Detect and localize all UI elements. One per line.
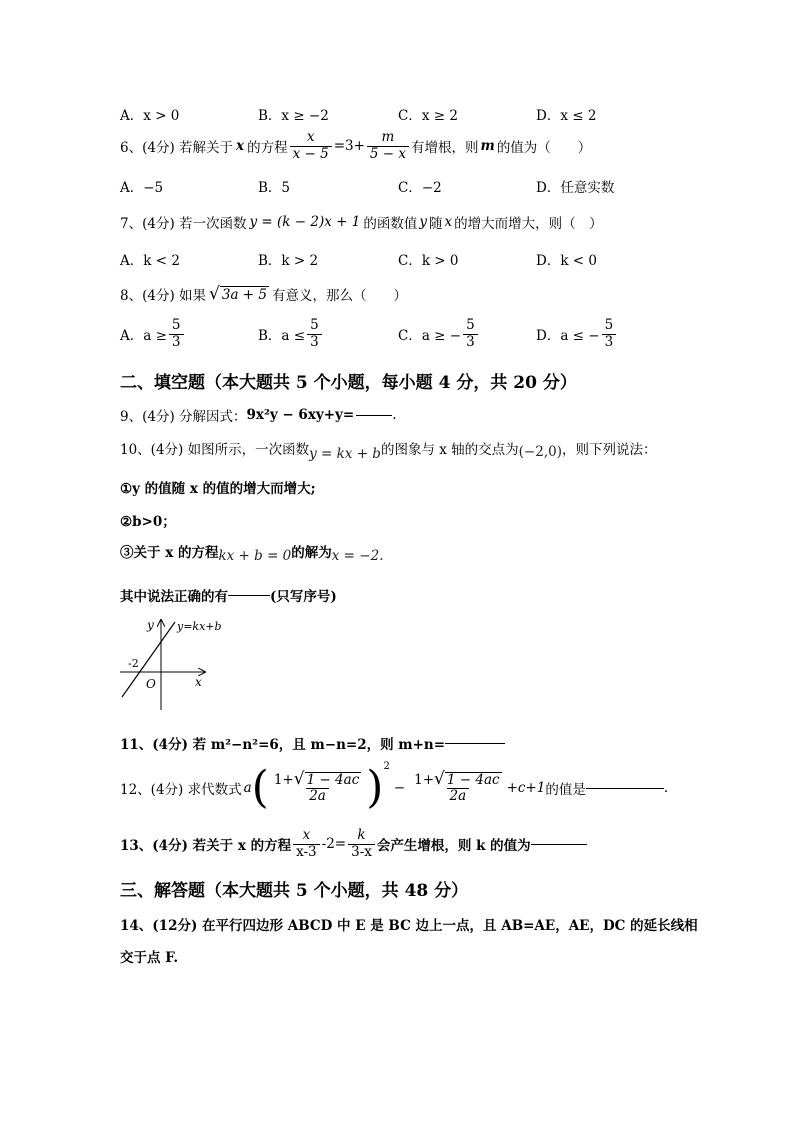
q13-f1-den: x-3 (293, 844, 320, 861)
q10-prefix: 10、(4分) 如图所示，一次函数 (120, 442, 310, 458)
question-9 (120, 405, 396, 425)
q8-option-d (536, 318, 618, 350)
q6-option-a: A．−5 (120, 180, 164, 196)
q7-option-b: B．k > 2 (258, 253, 319, 269)
q6-text-eq: 的方程 (247, 140, 288, 157)
q6-f1-den: x − 5 (290, 146, 332, 163)
q10-statement-1: ①y 的值随 x 的值的增大而增大; (120, 481, 316, 497)
question-13 (120, 828, 587, 860)
q5-option-d: D．x ≤ 2 (536, 108, 597, 124)
q8-option-b-label: B．a ≤ (258, 328, 306, 345)
q10-graph (115, 612, 222, 712)
q8-option-d-label: D．a ≤ − (536, 328, 600, 345)
q13-mid: -2= (321, 836, 347, 853)
q12-answer-blank[interactable] (586, 788, 664, 789)
q8-prefix: 8、(4分) 如果 (120, 288, 207, 304)
q12-den-2: 2a (447, 788, 470, 805)
q10-ask-suffix: (只写序号) (270, 589, 337, 605)
q6-fraction-1 (290, 130, 332, 162)
section-2-heading: 二、填空题（本大题共 5 个小题，每小题 4 分，共 20 分） (120, 373, 577, 393)
q8-option-b (258, 318, 324, 350)
q12-suffix: 的值是 (545, 782, 586, 798)
q9-expr: 9x²y − 6xy+y= (246, 407, 355, 423)
q8-radical (209, 283, 269, 304)
q10-formula: y = kx + b (309, 446, 381, 462)
q7-formula: y = (k − 2)x + 1 (249, 214, 361, 230)
q6-var-x: x (236, 138, 245, 155)
q10-s3-mid: 的解为 (291, 545, 332, 561)
q10-statement-3 (120, 541, 384, 564)
q13-f2-num: k (357, 827, 366, 843)
q7-option-c: C．k > 0 (398, 253, 459, 269)
q10-s3-eq: kx + b = 0 (218, 548, 292, 564)
q8-c-den: 3 (463, 334, 478, 351)
q10-question (120, 585, 337, 605)
q12-radicand-2: 1 − 4ac (446, 771, 500, 788)
q13-fraction-1 (293, 828, 320, 860)
sqrt-icon: √ (293, 769, 305, 790)
q6-suffix-2: 的值为（ ） (496, 140, 592, 157)
q10-mid: 的图象与 x 轴的交点为 (380, 442, 519, 458)
q6-f2-num: m (381, 129, 395, 145)
q5-option-a: A．x > 0 (120, 108, 180, 124)
question-6 (120, 130, 591, 162)
q10-point: (−2,0) (518, 444, 562, 460)
q8-d-num: 5 (604, 317, 614, 333)
q10-suffix: ，则下列说法： (561, 442, 657, 458)
q10-statement-2: ②b>0； (120, 514, 176, 530)
question-12 (120, 760, 669, 813)
q12-tail: +c+1 (506, 780, 546, 796)
q6-mid: =3+ (333, 138, 365, 155)
q9-end: . (392, 407, 397, 423)
q6-suffix-1: 有增根，则 (411, 140, 479, 157)
q8-suffix: 有意义，那么（ ） (271, 288, 407, 304)
q14-line-2: 交于点 F. (120, 950, 179, 966)
q6-option-d: D．任意实数 (536, 180, 615, 196)
q8-radicand: 3a + 5 (221, 286, 267, 303)
q12-fraction-1 (271, 771, 364, 805)
q6-option-c: C．−2 (398, 180, 442, 196)
q10-s3-pre: ③关于 x 的方程 (120, 545, 219, 561)
q13-f2-den: 3-x (348, 844, 375, 861)
q13-fraction-2 (348, 828, 375, 860)
q6-f2-den: 5 − x (367, 146, 409, 163)
q8-option-a-fraction (169, 318, 184, 350)
q7-option-d: D．k < 0 (536, 253, 597, 269)
graph-x-label: x (195, 675, 202, 689)
q6-var-m: m (480, 138, 495, 155)
q12-end: . (663, 780, 669, 796)
graph-origin-label: O (146, 677, 156, 691)
q6-f1-num: x (306, 129, 315, 145)
q8-option-d-fraction (602, 318, 617, 350)
q9-answer-blank[interactable] (356, 415, 392, 416)
question-7 (120, 212, 603, 232)
q8-option-a-label: A．a ≥ (120, 328, 167, 345)
q7-suffix: 的增大而增大，则（ ） (454, 216, 603, 232)
q6-option-b: B．5 (258, 180, 291, 196)
q13-f1-num: x (302, 827, 311, 843)
q6-prefix: 6、(4分) 若解关于 (120, 140, 234, 157)
question-11 (120, 733, 505, 753)
q8-option-c-fraction (463, 318, 478, 350)
q12-num-1 (271, 771, 364, 788)
q10-answer-blank[interactable] (228, 595, 270, 596)
q12-a: a (243, 780, 252, 796)
q13-prefix: 13、(4分) 若关于 x 的方程 (120, 838, 292, 855)
q13-suffix: 会产生增根，则 k 的值为 (376, 838, 531, 855)
q12-fraction-2 (411, 771, 504, 805)
q11-answer-blank[interactable] (445, 743, 505, 744)
q7-middle: 的函数值 (363, 216, 418, 232)
right-paren-icon: ) (366, 762, 384, 813)
graph-y-label: y (147, 618, 154, 632)
q12-radical-1 (294, 771, 362, 788)
q14-line-1: 14、(12分) 在平行四边形 ABCD 中 E 是 BC 边上一点，且 AB=AE，AE，DC 的延长线相 (120, 918, 698, 934)
q12-prefix: 12、(4分) 求代数式 (120, 782, 242, 798)
q12-num1-lead: 1+ (273, 771, 294, 788)
q13-answer-blank[interactable] (531, 844, 587, 845)
q8-option-c-label: C．a ≥ − (398, 328, 462, 345)
question-8 (120, 284, 407, 304)
q8-b-num: 5 (310, 317, 319, 333)
q7-var-y: y (419, 214, 427, 230)
section-3-heading: 三、解答题（本大题共 5 个小题，共 48 分） (120, 881, 469, 901)
q8-b-den: 3 (307, 334, 322, 351)
q8-option-a (120, 318, 186, 350)
q8-a-num: 5 (171, 317, 181, 333)
q11-text: 11、(4分) 若 m²−n²=6，且 m−n=2，则 m+n= (120, 737, 446, 753)
q9-text: 9、(4分) 分解因式： (120, 409, 247, 425)
q12-num-2 (411, 771, 504, 788)
q8-a-den: 3 (169, 334, 184, 351)
question-10 (120, 438, 657, 462)
q12-minus: − (393, 780, 406, 796)
q8-d-den: 3 (602, 334, 617, 351)
q8-c-num: 5 (466, 317, 475, 333)
q8-option-c (398, 318, 480, 350)
q12-exponent: 2 (383, 760, 390, 772)
graph-line-label: y=kx+b (177, 620, 222, 633)
left-paren-icon: ( (251, 762, 269, 813)
q12-radical-2 (434, 771, 502, 788)
q7-var-x: x (444, 214, 453, 230)
q12-den-1: 2a (306, 788, 329, 805)
q10-s3-sol: x = −2. (331, 548, 384, 564)
q5-option-b: B．x ≥ −2 (258, 108, 329, 124)
graph-intercept-label: -2 (128, 657, 139, 670)
q12-radicand-1: 1 − 4ac (306, 771, 360, 788)
q12-num2-lead: 1+ (414, 771, 435, 788)
q8-option-b-fraction (307, 318, 322, 350)
q7-middle-2: 随 (428, 216, 443, 232)
q6-fraction-2 (367, 130, 409, 162)
q7-option-a: A．k < 2 (120, 253, 180, 269)
q10-ask-pre: 其中说法正确的有 (120, 589, 228, 605)
q5-option-c: C．x ≥ 2 (398, 108, 458, 124)
sqrt-icon: √ (209, 283, 220, 304)
sqrt-icon: √ (434, 769, 445, 790)
q7-prefix: 7、(4分) 若一次函数 (120, 216, 247, 232)
